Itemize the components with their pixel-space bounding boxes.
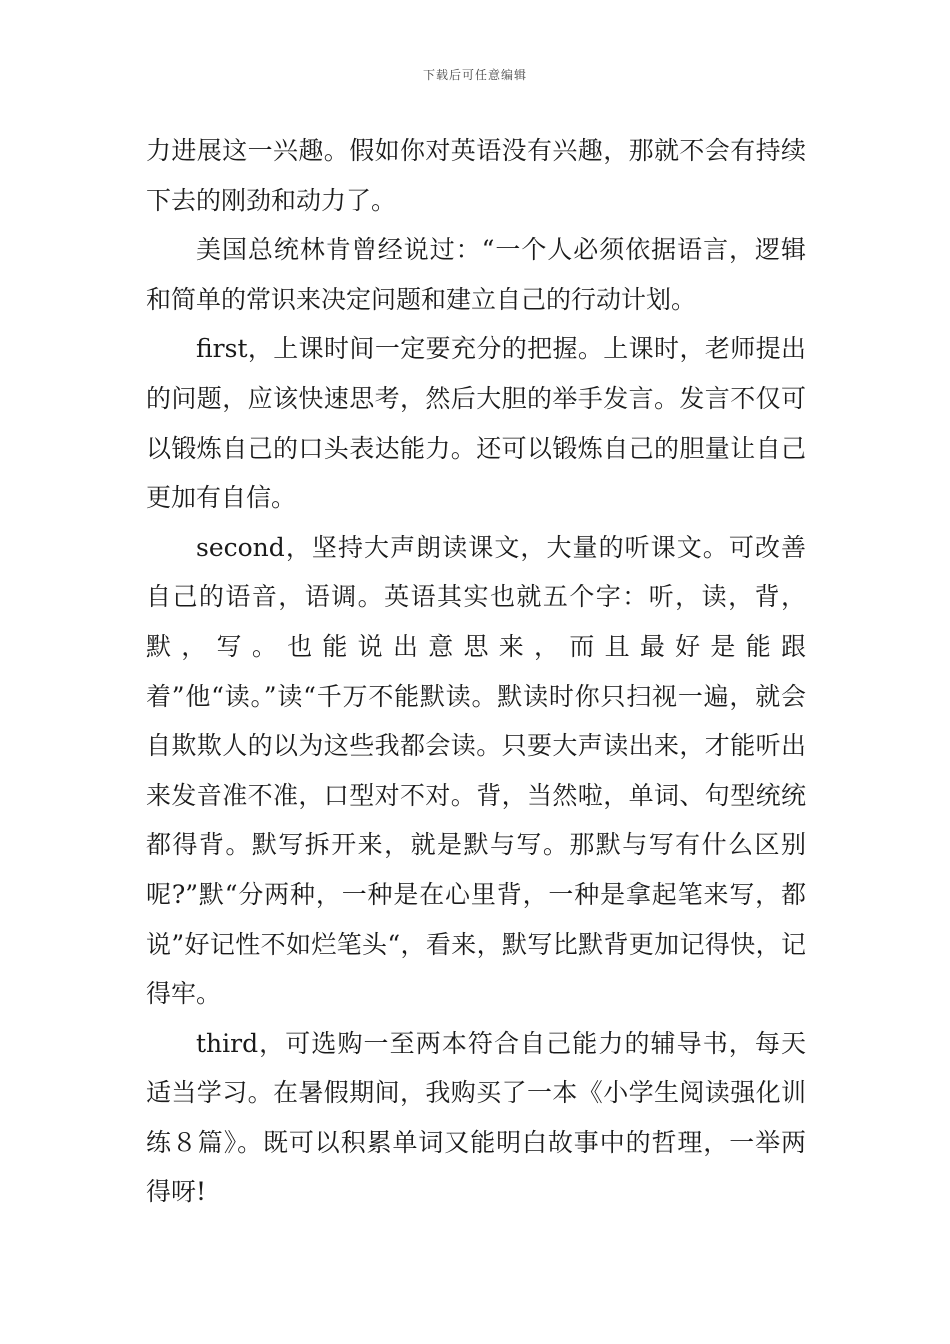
paragraph-1: 力进展这一兴趣。假如你对英语没有兴趣，那就不会有持续下去的刚劲和动力了。 [146,136,806,215]
paragraph-5: third，可选购一至两本符合自己能力的辅导书，每天适当学习。在暑假期间，我购买了一本《小学生阅读强化训练８篇》。既可以积累单词又能明白故事中的哲理，一举两得呀! [146,1028,806,1207]
paragraph-2: 美国总统林肯曾经说过：“一个人必须依据语言，逻辑和简单的常识来决定问题和建立自己的行动计划。 [146,235,806,314]
paragraph-4: second，坚持大声朗读课文，大量的听课文。可改善自己的语音，语调。英语其实也就五个字：听，读，背，默，写。也能说出意思来，而且最好是能跟着”他“读。”读“千万不能默读。默读时你只扫视一遍，就会自欺欺人的以为这些我都会读。只要大声读出来，才能听出来发音准不准，口型对不对。背，当然啦，单词、句型统统都得背。默写拆开来，就是默与写。那默与写有什么区别呢?”默“分两种，一种是在心里背，一种是拿起笔来写，都说”好记性不如烂笔头“，看来，默写比默背更加记得快，记得牢。 [146,532,806,1009]
page-header: 下载后可任意编辑 [422,68,527,82]
document-body [146,126,806,1217]
paragraph-3: first，上课时间一定要充分的把握。上课时，老师提出的问题，应该快速思考，然后大胆的举手发言。发言不仅可以锻炼自己的口头表达能力。还可以锻炼自己的胆量让自己更加有自信。 [146,334,806,513]
